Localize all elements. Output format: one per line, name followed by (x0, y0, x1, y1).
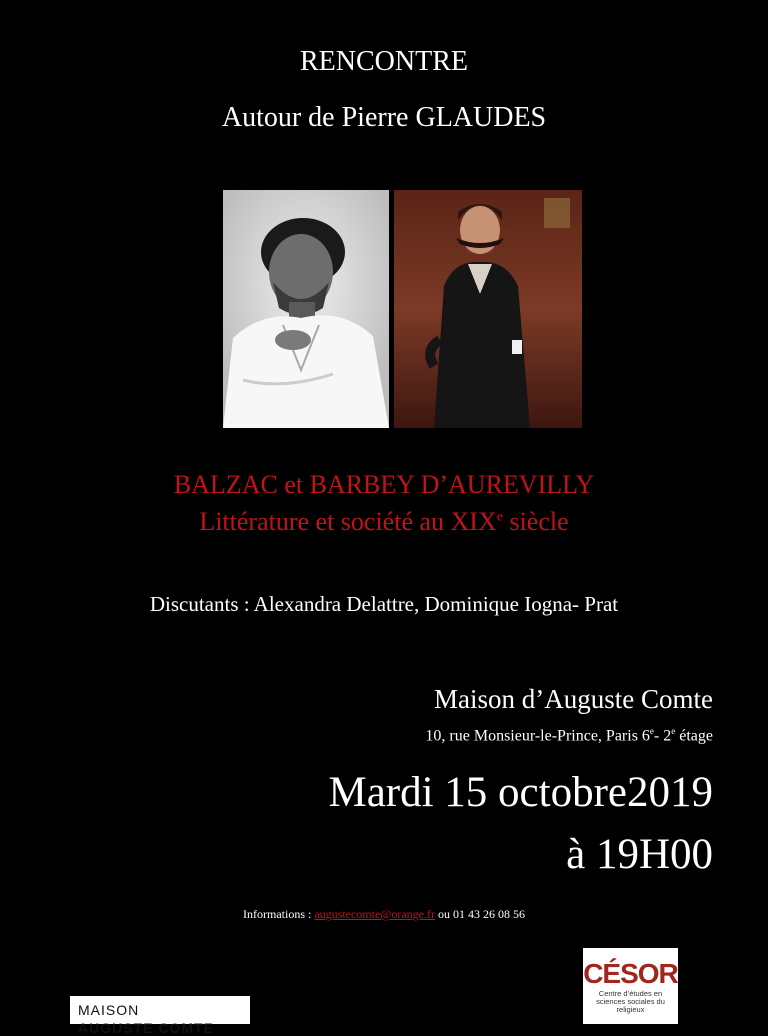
contact-info (0, 907, 768, 922)
venue-address (425, 726, 713, 745)
venue-name: Maison d’Auguste Comte (434, 684, 713, 714)
event-date: Mardi 15 octobre2019 (328, 769, 713, 816)
maison-logo-line1: MAISON (78, 1002, 140, 1018)
email-link[interactable]: augustecomte@orange.fr (314, 907, 435, 921)
address-part: 10, rue Monsieur-le-Prince, Paris 6 (425, 727, 650, 745)
cesor-logo (583, 948, 678, 1024)
subject-subtitle (0, 507, 768, 537)
address-part: - 2 (653, 727, 672, 745)
address-sup: e (649, 726, 654, 736)
event-time: à 19H00 (566, 831, 713, 878)
address-part: étage (675, 727, 713, 745)
maison-auguste-comte-logo (70, 996, 250, 1036)
address-sup: e (671, 726, 676, 736)
discussants: Discutants : Alexandra Delattre, Dominique Iogna- Prat (149, 592, 619, 616)
subtitle-text: Littérature et société au XIX (199, 507, 497, 536)
info-phone: ou 01 43 26 08 56 (435, 907, 525, 921)
cesor-logo-subtitle: Centre d’études en sciences sociales du religieux (596, 989, 665, 1014)
subtitle-superscript: e (496, 509, 503, 525)
maison-logo-line2: AUGUSTE COMTE (78, 1020, 214, 1036)
info-prefix: Informations : (243, 907, 315, 921)
subject-title: BALZAC et BARBEY D’AUREVILLY (173, 470, 595, 499)
portrait-balzac (223, 190, 389, 428)
portrait-barbey-daurevilly (394, 190, 582, 428)
page-title: Autour de Pierre GLAUDES (221, 102, 547, 133)
cesor-logo-name: CÉSOR (583, 958, 678, 989)
subtitle-text-end: siècle (502, 507, 569, 536)
event-kicker: RENCONTRE (300, 46, 468, 77)
